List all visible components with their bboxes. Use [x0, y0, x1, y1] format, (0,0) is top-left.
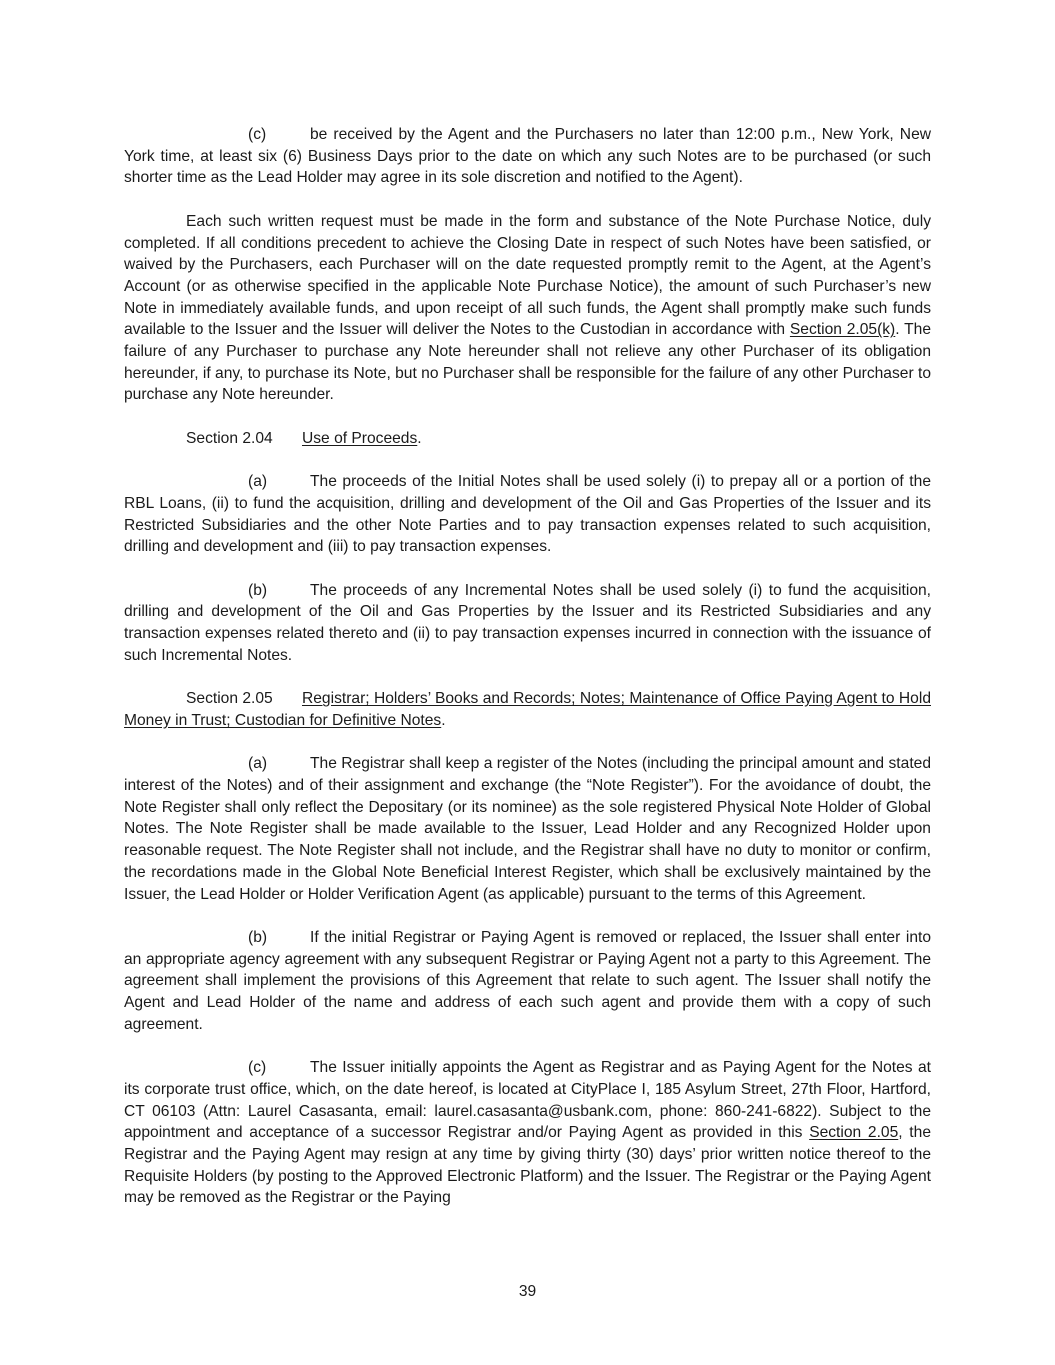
clause-label: (a): [248, 473, 268, 491]
clause-text: , the Registrar and the Paying Agent may resign at any time by giving thirty (30) days’ prior written notice thereof to the Requisite Holders (by posting to the Approved Electronic Platform) and the Issuer. The Registrar or the Paying Agent may be removed as the Registrar or the Paying: [124, 1124, 931, 1207]
clause-text: The Registrar shall keep a register of the Notes (including the principal amount and stated interest of the Notes) and of their assignment and exchange (the “Note Register”). For the avoidance of doubt, the Note Register shall only reflect the Depositary (or its nominee) as the sole registered Physical Note Holder of Global Notes. The Note Register shall be made available to the Issuer, Lead Holder and any Recognized Holder upon reasonable request. The Note Register shall not include, and the Registrar shall have no duty to monitor or confirm, the recordations made in the Global Note Beneficial Interest Register, which shall be exclusively maintained by the Issuer, the Lead Holder or Holder Verification Agent (as applicable) pursuant to the terms of this Agreement.: [124, 755, 931, 903]
section-heading-2-05: [124, 688, 931, 731]
clause-2-04-b: [124, 580, 931, 667]
clause-label: (c): [248, 1059, 267, 1077]
clause-2-05-c: [124, 1057, 931, 1209]
clause-text: If the initial Registrar or Paying Agent is removed or replaced, the Issuer shall enter into an appropriate agency agreement with any subsequent Registrar or Paying Agent not a party to this Agreement. The agreement shall implement the provisions of this Agreement that relate to such agent. The Issuer shall notify the Agent and Lead Holder of the name and address of each such agent and provide them with a copy of such agreement.: [124, 928, 931, 1033]
clause-text: The proceeds of the Initial Notes shall be used solely (i) to prepay all or a portion of the RBL Loans, (ii) to fund the acquisition, drilling and development of the Oil and Gas Properties of the Issuer and its Restricted Subsidiaries and the other Note Parties and to pay transaction expenses related to such acquisition, drilling and development and (iii) to pay transaction expenses.: [124, 473, 931, 556]
clause-text: be received by the Agent and the Purchasers no later than 12:00 p.m., New York, New York time, at least six (6) Business Days prior to the date on which any such Notes are to be purchased (or such shorter time as the Lead Holder may agree in its sole discretion and notified to the Agent).: [124, 126, 931, 187]
section-title-suffix: .: [417, 429, 422, 447]
clause-label: (c): [248, 126, 267, 143]
clause-2-05-b: [124, 927, 931, 1036]
paragraph-written-request: [124, 211, 931, 406]
section-number: Section 2.04: [186, 429, 273, 447]
clause-2-03-c: [124, 124, 931, 189]
clause-text: The proceeds of any Incremental Notes shall be used solely (i) to fund the acquisition, drilling and development of the Oil and Gas Properties by the Issuer and its Restricted Subsidiaries and any transaction expenses related thereto and (ii) to pay transaction expenses incurred in connection with the issuance of such Incremental Notes.: [124, 581, 931, 664]
clause-2-05-a: [124, 753, 931, 905]
section-title-suffix: .: [441, 711, 446, 729]
clause-2-04-a: [124, 471, 931, 558]
clause-label: (b): [248, 581, 268, 599]
clause-label: (a): [248, 755, 268, 773]
clause-text: The Issuer initially appoints the Agent as Registrar and as Paying Agent for the Notes at its corporate trust office, which, on the date hereof, is located at CityPlace I, 185 Asylum Street, 27th Floor, Hartford, CT 06103 (Attn: Laurel Casasanta, email: laurel.casasanta@usbank.com, phone: 860-241-6822). Subject to the appointment and acceptance of a successor Registrar and/or Paying Agent as provided in this: [124, 1059, 931, 1142]
section-title: Use of Proceeds: [302, 429, 418, 447]
section-title: Registrar; Holders’ Books and Records; Notes; Maintenance of Office Paying Agent to Hold Money in Trust; Custodian for Definitive Notes: [124, 690, 931, 729]
section-heading-2-04: [124, 428, 931, 450]
section-reference-2-05-k: Section 2.05(k): [789, 321, 896, 339]
section-reference-2-05: Section 2.05: [809, 1124, 899, 1142]
paragraph-text: Each such written request must be made in the form and substance of the Note Purchase Notice, duly completed. If all conditions precedent to achieve the Closing Date in respect of such Notes have been satisfied, or waived by the Purchasers, each Purchaser will on the date requested promptly remit to the Agent, at the Agent’s Account (or as otherwise specified in the applicable Note Purchase Notice), the amount of such Purchaser’s new Note in immediately available funds, and upon receipt of all such funds, the Agent shall promptly make such funds available to the Issuer and the Issuer will deliver the Notes to the Custodian in accordance with: [124, 212, 931, 339]
page-number: 39: [518, 1283, 537, 1300]
section-number: Section 2.05: [186, 690, 273, 708]
clause-label: (b): [248, 928, 268, 946]
paragraph-text: . The failure of any Purchaser to purchase any Note hereunder shall not relieve any other Purchaser of its obligation hereunder, if any, to purchase its Note, but no Purchaser shall be responsible for the failure of any other Purchaser to purchase any Note hereunder.: [124, 321, 931, 404]
document-page: [124, 124, 931, 1231]
